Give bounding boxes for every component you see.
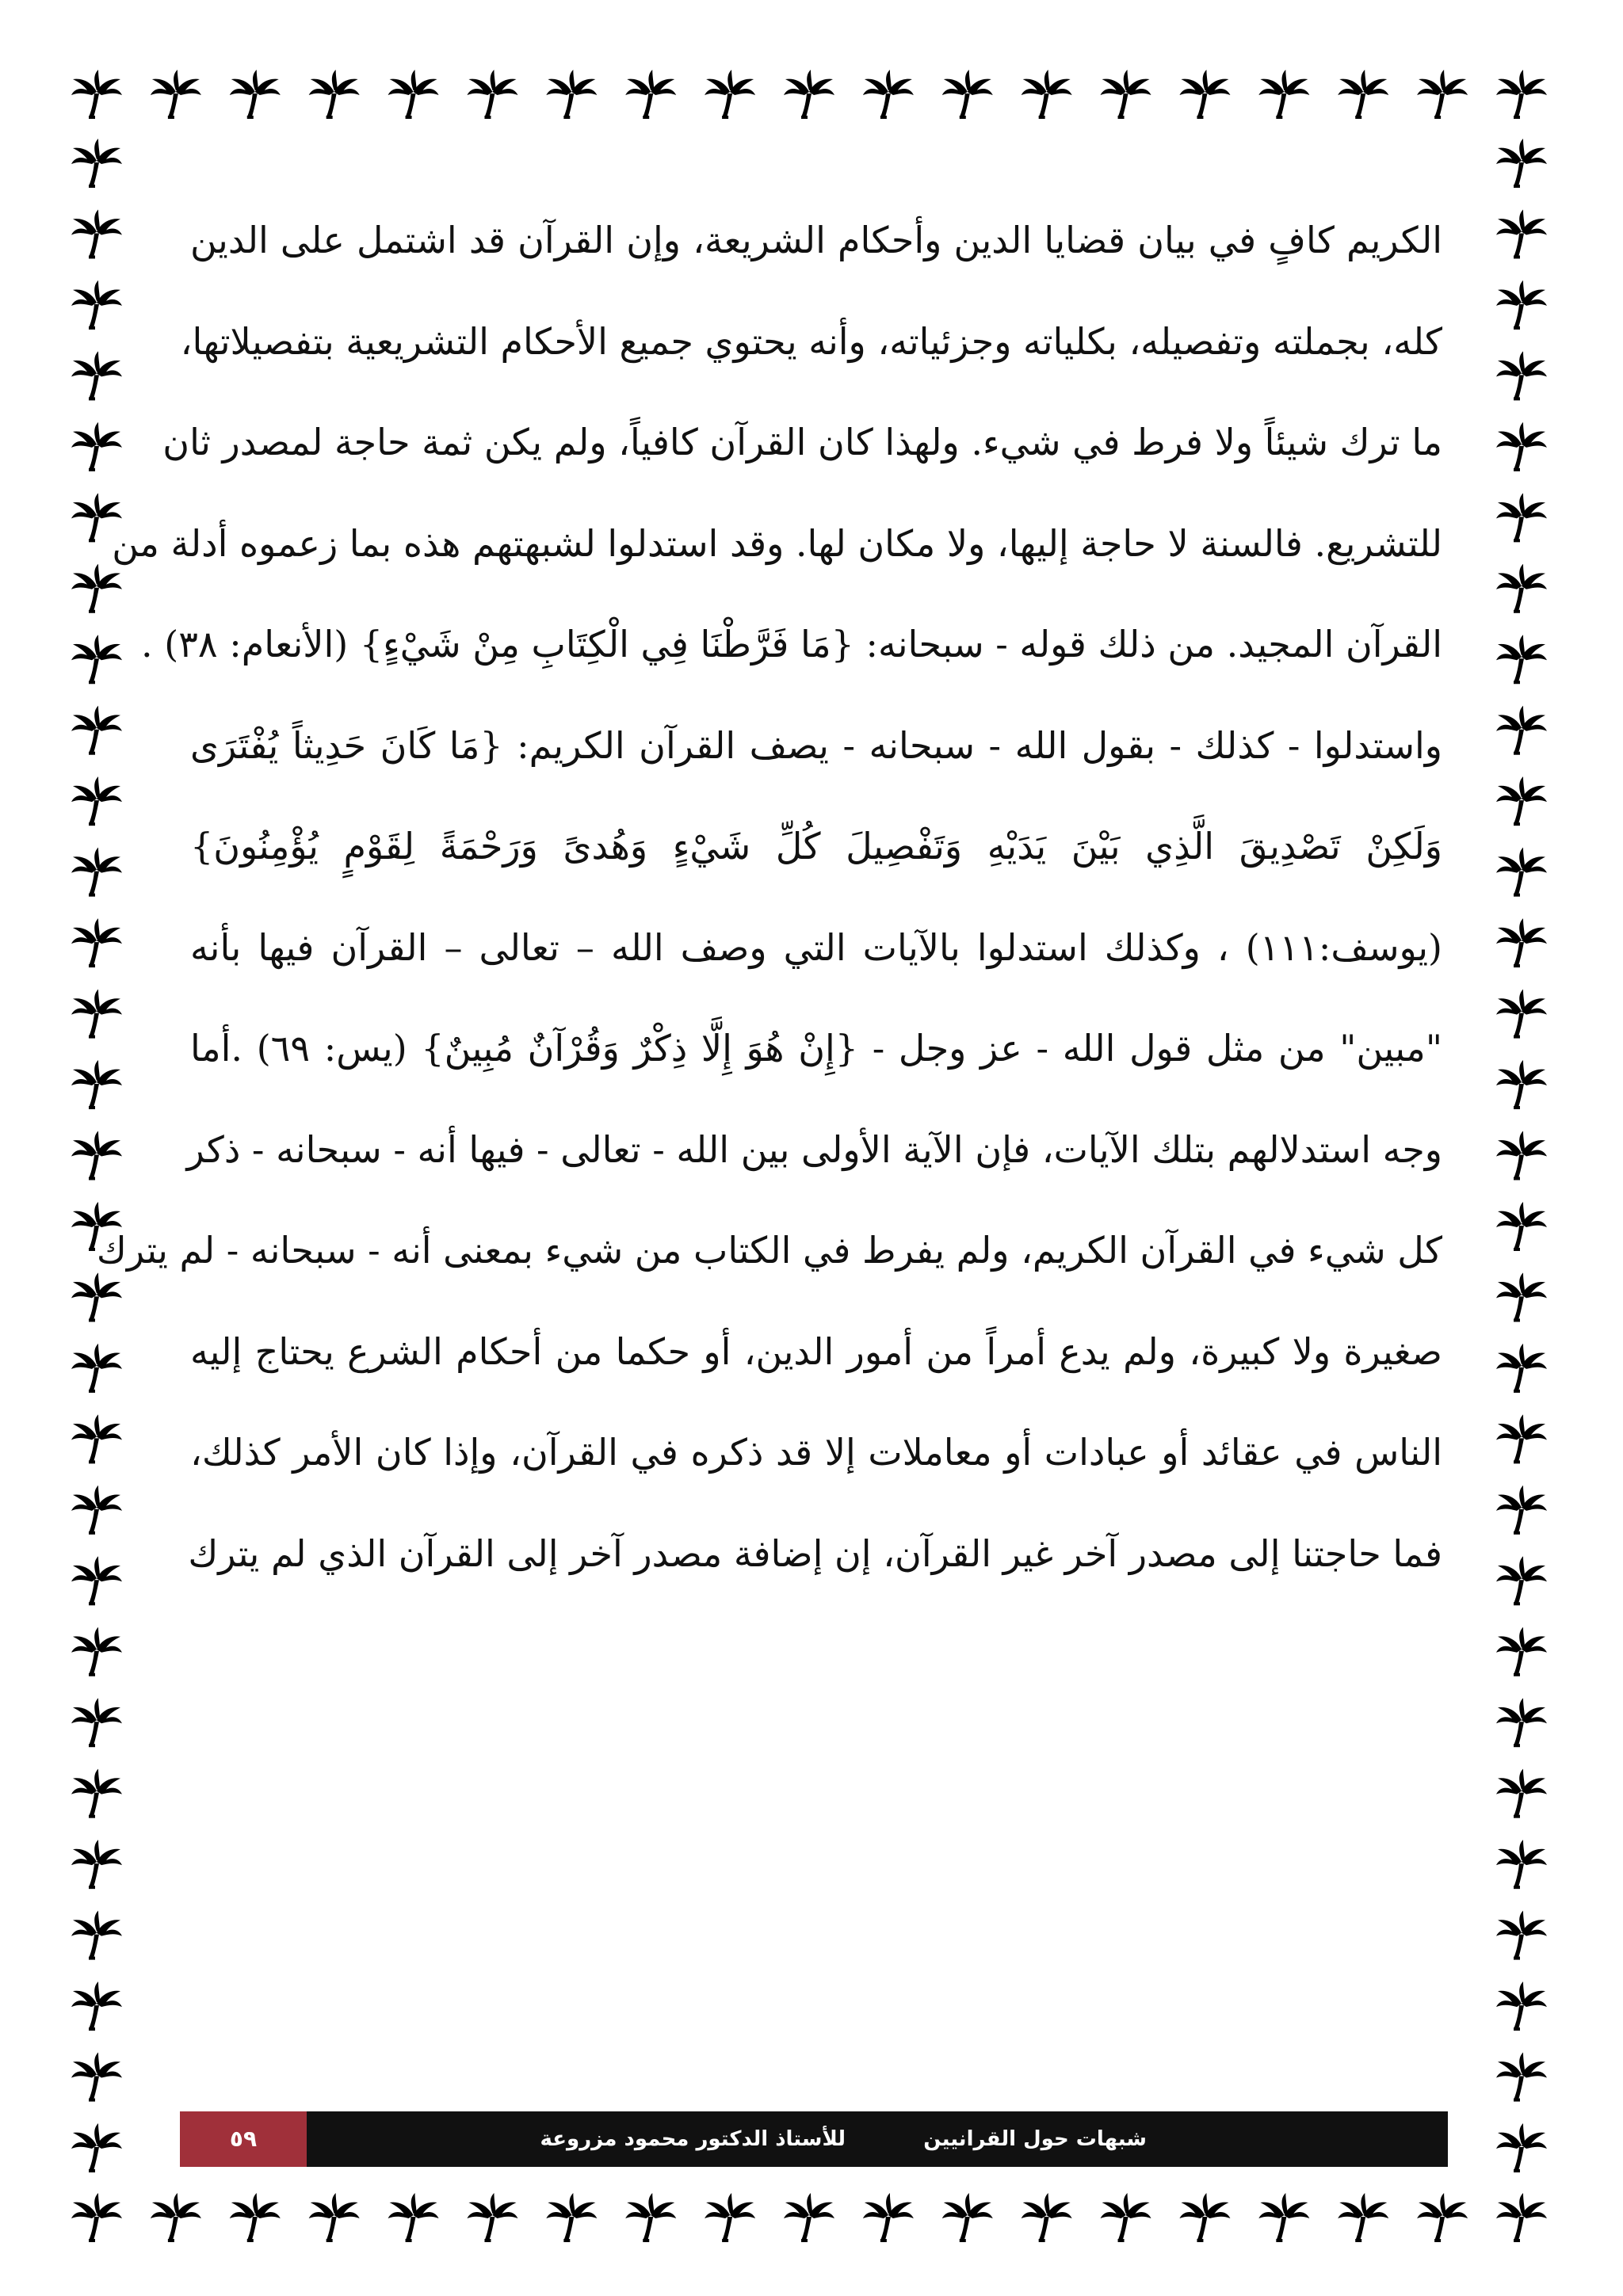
palm-tree-icon [71, 2193, 122, 2242]
palm-tree-icon [1496, 422, 1547, 471]
palm-tree-icon [230, 2193, 281, 2242]
text-line: (يوسف:١١١) ، وكذلك استدلوا بالآيات التي وصف الله – تعالى – القرآن فيها بأنه [190, 925, 1442, 969]
palm-tree-icon [71, 1840, 122, 1889]
palm-tree-icon [71, 635, 122, 684]
palm-tree-icon [71, 1344, 122, 1393]
palm-tree-icon [1496, 1627, 1547, 1676]
palm-tree-icon [71, 1769, 122, 1818]
border-top-row [71, 70, 1547, 119]
palm-tree-icon [388, 2193, 439, 2242]
palm-tree-icon [71, 209, 122, 258]
palm-tree-icon [71, 2053, 122, 2102]
palm-tree-icon [942, 70, 993, 119]
palm-tree-icon [1022, 2193, 1072, 2242]
palm-tree-icon [1496, 493, 1547, 542]
palm-tree-icon [1496, 2123, 1547, 2172]
palm-tree-icon [863, 2193, 914, 2242]
palm-tree-icon [71, 1911, 122, 1960]
palm-tree-icon [71, 2123, 122, 2172]
palm-tree-icon [71, 1698, 122, 1747]
text-line: للتشريع. فالسنة لا حاجة إليها، ولا مكان لها. وقد استدلوا لشبهتهم هذه بما زعموه أدلة من [112, 521, 1442, 565]
text-line: الناس في عقائد أو عبادات أو معاملات إلا قد ذكره في القرآن، وإذا كان الأمر كذلك، [190, 1431, 1442, 1474]
text-line: ما ترك شيئاً ولا فرط في شيء. ولهذا كان القرآن كافياً، ولم يكن ثمة حاجة لمصدر ثان [162, 421, 1442, 463]
palm-tree-icon [1496, 1414, 1547, 1463]
palm-tree-icon [71, 70, 122, 119]
palm-tree-icon [705, 70, 755, 119]
palm-tree-icon [71, 280, 122, 330]
palm-tree-icon [1179, 70, 1230, 119]
palm-tree-icon [1496, 1698, 1547, 1747]
palm-tree-icon [1496, 848, 1547, 897]
text-line: صغيرة ولا كبيرة، ولم يدع أمراً من أمور الدين، أو حكما من أحكام الشرع يحتاج إليه [190, 1329, 1442, 1373]
palm-tree-icon [625, 70, 676, 119]
palm-tree-icon [1496, 1202, 1547, 1251]
palm-tree-icon [1101, 2193, 1151, 2242]
palm-tree-icon [1496, 351, 1547, 400]
palm-tree-icon [1496, 635, 1547, 684]
palm-tree-icon [1496, 564, 1547, 613]
palm-tree-icon [467, 2193, 517, 2242]
text-line: فما حاجتنا إلى مصدر آخر غير القرآن، إن إضافة مصدر آخر إلى القرآن الذي لم يترك [188, 1531, 1442, 1575]
palm-tree-icon [863, 70, 914, 119]
palm-tree-icon [1496, 2053, 1547, 2102]
page-number: ٥٩ [180, 2111, 307, 2167]
palm-tree-icon [1022, 70, 1072, 119]
palm-tree-icon [71, 1981, 122, 2031]
palm-tree-icon [705, 2193, 755, 2242]
palm-tree-icon [1496, 2193, 1547, 2242]
palm-tree-icon [942, 2193, 993, 2242]
palm-tree-icon [1496, 1556, 1547, 1605]
palm-tree-icon [546, 2193, 597, 2242]
palm-tree-icon [151, 70, 201, 119]
palm-tree-icon [71, 422, 122, 471]
text-line: كله، بجملته وتفصيله، بكلياته وجزئياته، وأنه يحتوي جميع الأحكام التشريعية بتفصيلاتها، [180, 319, 1442, 363]
border-left-column [71, 139, 122, 2172]
palm-tree-icon [546, 70, 597, 119]
border-bottom-row [71, 2193, 1547, 2242]
palm-tree-icon [467, 70, 517, 119]
palm-tree-icon [71, 776, 122, 826]
palm-tree-icon [309, 70, 360, 119]
palm-tree-icon [1496, 706, 1547, 755]
palm-tree-icon [1496, 776, 1547, 826]
text-line: وَلَكِنْ تَصْدِيقَ الَّذِي بَيْنَ يَدَيْهِ وَتَفْصِيلَ كُلِّ شَيْءٍ وَهُدىً وَرَحْمَةً لِقَوْمٍ يُؤْمِنُونَ} [190, 825, 1442, 868]
palm-tree-icon [71, 1627, 122, 1676]
palm-tree-icon [71, 848, 122, 897]
palm-tree-icon [1417, 70, 1468, 119]
palm-tree-icon [71, 351, 122, 400]
palm-tree-icon [1496, 1131, 1547, 1180]
palm-tree-icon [784, 70, 834, 119]
palm-tree-icon [71, 706, 122, 755]
palm-tree-icon [71, 1414, 122, 1463]
text-line: كل شيء في القرآن الكريم، ولم يفرط في الكتاب من شيء بمعنى أنه - سبحانه - لم يترك [96, 1229, 1442, 1272]
footer-author: للأستاذ الدكتور محمود مزروعة [540, 2127, 846, 2151]
palm-tree-icon [1496, 139, 1547, 188]
palm-tree-icon [1258, 70, 1309, 119]
palm-tree-icon [1496, 1272, 1547, 1322]
palm-tree-icon [1496, 1344, 1547, 1393]
page-footer [180, 2111, 1448, 2167]
palm-tree-icon [784, 2193, 834, 2242]
palm-tree-icon [1496, 1486, 1547, 1535]
palm-tree-icon [71, 1556, 122, 1605]
palm-tree-icon [1496, 1840, 1547, 1889]
palm-tree-icon [71, 918, 122, 967]
palm-tree-icon [1496, 1769, 1547, 1818]
palm-tree-icon [71, 1486, 122, 1535]
palm-tree-icon [1496, 918, 1547, 967]
article-body [96, 190, 1442, 1604]
palm-tree-icon [71, 990, 122, 1039]
footer-book-title: شبهات حول القرانيين [923, 2127, 1147, 2151]
palm-tree-icon [1417, 2193, 1468, 2242]
palm-tree-icon [1496, 280, 1547, 330]
text-line: واستدلوا - كذلك - بقول الله - سبحانه - يصف القرآن الكريم: {مَا كَانَ حَدِيثاً يُفْتَرَى [190, 723, 1442, 767]
palm-tree-icon [71, 1060, 122, 1109]
palm-tree-icon [1258, 2193, 1309, 2242]
palm-tree-icon [1496, 1981, 1547, 2031]
text-line: "مبين" من مثل قول الله - عز وجل - {إِنْ هُوَ إِلَّا ذِكْرٌ وَقُرْآنٌ مُبِينٌ} (يس: ٦٩) .أما [190, 1027, 1442, 1070]
palm-tree-icon [1496, 70, 1547, 119]
text-line: الكريم كافٍ في بيان قضايا الدين وأحكام الشريعة، وإن القرآن قد اشتمل على الدين [190, 219, 1442, 261]
palm-tree-icon [309, 2193, 360, 2242]
palm-tree-icon [1101, 70, 1151, 119]
palm-tree-icon [71, 1131, 122, 1180]
palm-tree-icon [1496, 1911, 1547, 1960]
palm-tree-icon [625, 2193, 676, 2242]
palm-tree-icon [1338, 70, 1388, 119]
text-line: القرآن المجيد. من ذلك قوله - سبحانه: {مَا فَرَّطْنَا فِي الْكِتَابِ مِنْ شَيْءٍ} (الأنعام: ٣٨) . [141, 623, 1442, 666]
palm-tree-icon [1179, 2193, 1230, 2242]
palm-tree-icon [1496, 1060, 1547, 1109]
palm-tree-icon [230, 70, 281, 119]
palm-tree-icon [1338, 2193, 1388, 2242]
text-line: وجه استدلالهم بتلك الآيات، فإن الآية الأولى بين الله - تعالى - فيها أنه - سبحانه - ذكر [186, 1127, 1442, 1171]
palm-tree-icon [1496, 990, 1547, 1039]
palm-tree-icon [71, 139, 122, 188]
palm-tree-icon [151, 2193, 201, 2242]
palm-tree-icon [1496, 209, 1547, 258]
palm-tree-icon [388, 70, 439, 119]
border-right-column [1496, 139, 1547, 2172]
